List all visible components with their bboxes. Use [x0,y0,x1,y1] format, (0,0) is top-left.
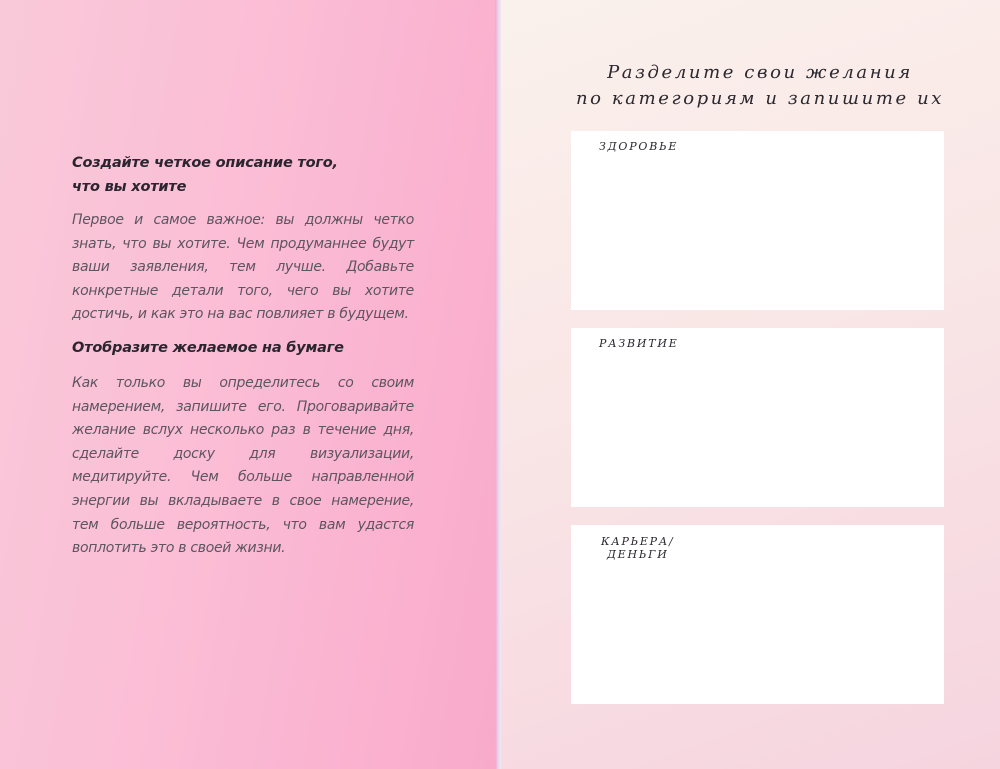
category-label-development: РАЗВИТИЕ [599,337,679,350]
section1-heading [72,151,414,199]
category-label-money: ДЕНЬГИ [606,548,669,561]
category-label-health: ЗДОРОВЬЕ [599,140,679,153]
category-box-health[interactable] [571,131,944,310]
right-page-title [560,60,960,112]
section2-paragraph: Как только вы определитесь со своим намерением, запишите его. Проговаривайте желание вслух несколько раз в течение дня, сделайте доску для визуализации, медитируйте. Чем больше направленной энергии вы вкладываете в свое намерение, тем больше вероятность, что вам удастся воплотить это в своей жизни. [72,374,414,557]
category-box-development[interactable] [571,328,944,507]
right-title-line1: Разделите свои желания [607,62,913,83]
category-box-career-money[interactable] [571,525,944,704]
section1-paragraph: Первое и самое важное: вы должны четко знать, что вы хотите. Чем продуманнее будут ваши заявления, тем лучше. Добавьте конкретные детали того, чего вы хотите достичь, и как это на вас повлияет в будущем. [72,212,414,323]
section2-heading: Отобразите желаемое на бумаге [72,339,344,356]
category-label-career: КАРЬЕРА/ [601,535,675,548]
section1-heading-line1: Создайте четкое описание того, [72,155,338,171]
right-title-line2: по категориям и запишите их [575,88,945,109]
category-label-career-money [601,535,675,561]
section1-heading-line2: что вы хотите [72,179,187,195]
instructions-text-block [72,151,414,561]
left-page [0,0,497,769]
